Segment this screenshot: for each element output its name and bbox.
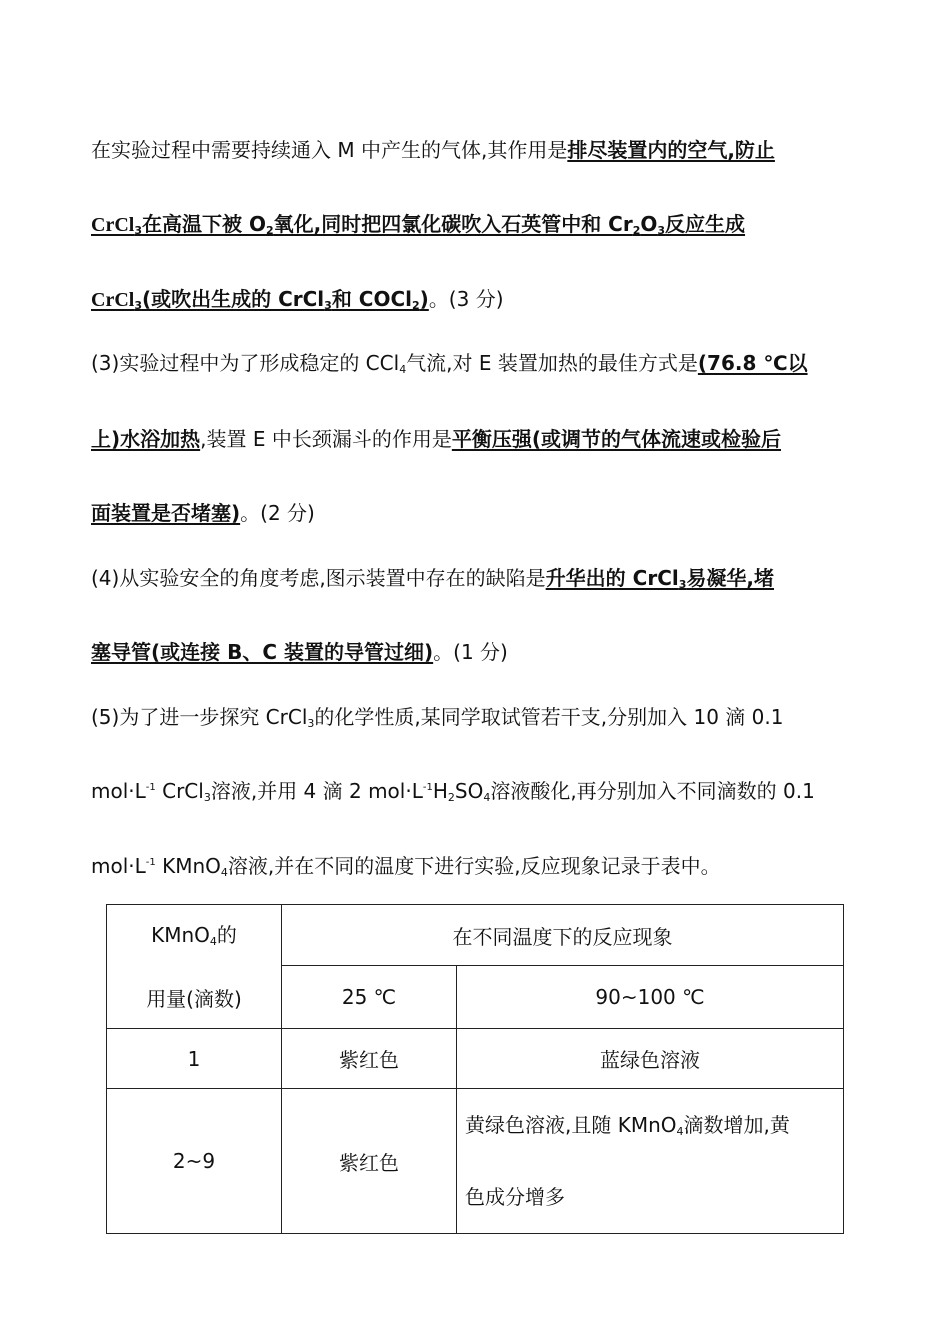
cell-amount: 1 <box>107 1029 282 1089</box>
header-amount: KMnO$_4$的 用量(滴数) <box>107 905 282 1029</box>
p2-answer-a: 排尽装置内的空气,防止 <box>567 138 775 162</box>
p2-line-1 <box>91 137 775 163</box>
table-row <box>107 1089 844 1234</box>
p3-answer-a: (76.8 ℃以 <box>697 351 808 375</box>
cell-90c: 蓝绿色溶液 <box>457 1029 844 1089</box>
table-row <box>107 1029 844 1089</box>
header-90c: 90~100 ℃ <box>457 966 844 1029</box>
cell-amount: 2~9 <box>107 1089 282 1234</box>
cell-25c: 紫红色 <box>282 1089 457 1234</box>
reaction-table <box>106 904 844 1234</box>
p3-score: 。(2 分) <box>240 501 315 525</box>
p4-line-1: (4)从实验安全的角度考虑,图示装置中存在的缺陷是升华出的 CrCl$_3$易凝华,堵 <box>91 566 774 591</box>
p2-score: 。(3 分) <box>428 287 504 311</box>
p3-line-2: 上)水浴加热,装置 E 中长颈漏斗的作用是平衡压强(或调节的气体流速或检验后 <box>91 427 781 451</box>
header-25c: 25 ℃ <box>282 966 457 1029</box>
p4-line-2: 塞导管(或连接 B、C 装置的导管过细)。(1 分) <box>91 640 508 664</box>
p2-formula: CrCl <box>91 214 135 236</box>
header-group: 在不同温度下的反应现象 <box>282 905 844 966</box>
p3-answer-c: 平衡压强(或调节的气体流速或检验后 <box>451 427 781 451</box>
p2-text: 在实验过程中需要持续通入 M 中产生的气体,其作用是 <box>91 138 568 162</box>
p5-line-3: $mol\cdot L^{-1}$ KMnO$_4$溶液,并在不同的温度下进行实验,反应现象记录于表中。 <box>91 854 721 879</box>
cell-90c: 黄绿色溶液,且随 KMnO$_4$滴数增加,黄 色成分增多 <box>457 1089 844 1234</box>
p2-line-2: CrCl$_3$在高温下被 $O_2$氧化,同时把四氯化碳吹入石英管中和 $Cr_2O_3$反应生成 <box>91 212 746 237</box>
p4-score: 。(1 分) <box>433 640 508 664</box>
p3-line-1: (3)实验过程中为了形成稳定的 CCl$_4$气流,对 E 装置加热的最佳方式是(76.8 ℃以 <box>91 351 808 376</box>
p2-line-3: CrCl$_3$(或吹出生成的 CrCl$_3$和 COCl$_2$)。(3 分) <box>91 287 504 312</box>
cell-25c: 紫红色 <box>282 1029 457 1089</box>
p5-line-1: (5)为了进一步探究 CrCl$_3$的化学性质,某同学取试管若干支,分别加入 10 滴 0.1 <box>91 705 784 730</box>
p5-line-2: $mol\cdot L^{-1}$ CrCl$_3$溶液,并用 4 滴 2 $mol\cdot L^{-1}H_2SO_4$溶液酸化,再分别加入不同滴数的 0.1 <box>91 779 815 804</box>
p3-line-3: 面装置是否堵塞)。(2 分) <box>91 501 315 525</box>
